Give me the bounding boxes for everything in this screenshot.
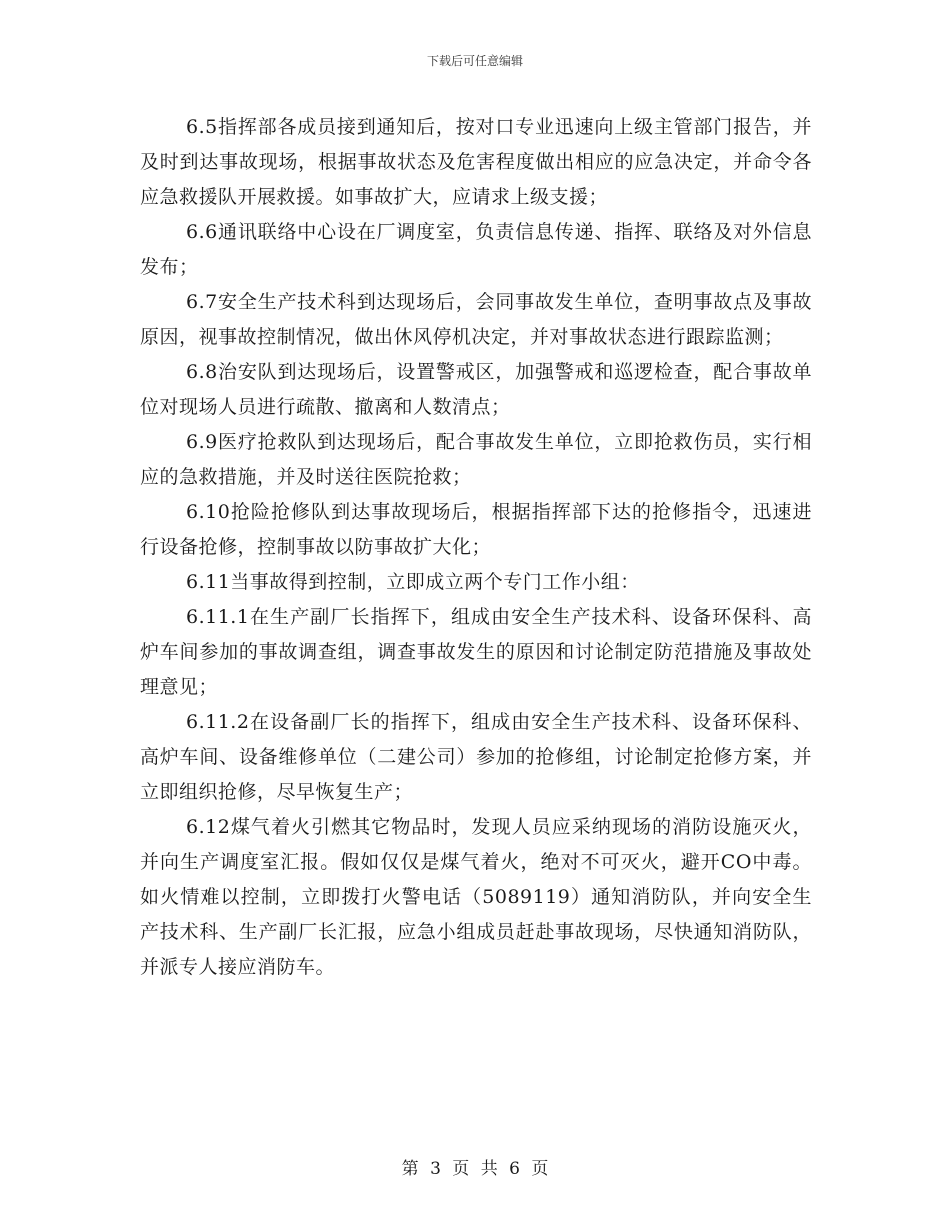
- paragraph-6-9: 6.9医疗抢救队到达现场后，配合事故发生单位，立即抢救伤员，实行相应的急救措施，并及时送往医院抢救；: [140, 431, 812, 488]
- paragraph-6-8: 6.8治安队到达现场后，设置警戒区，加强警戒和巡逻检查，配合事故单位对现场人员进行疏散、撤离和人数清点；: [140, 361, 812, 418]
- paragraph-6-5: 6.5指挥部各成员接到通知后，按对口专业迅速向上级主管部门报告，并及时到达事故现场，根据事故状态及危害程度做出相应的应急决定，并命令各应急救援队开展救援。如事故扩大，应请求上级支援；: [140, 116, 812, 208]
- paragraph-6-7: 6.7安全生产技术科到达现场后，会同事故发生单位，查明事故点及事故原因，视事故控制情况，做出休风停机决定，并对事故状态进行跟踪监测；: [140, 291, 812, 348]
- paragraph-6-12: 6.12煤气着火引燃其它物品时，发现人员应采纳现场的消防设施灭火，并向生产调度室汇报。假如仅仅是煤气着火，绝对不可灭火，避开CO中毒。如火情难以控制，立即拨打火警电话（5089119）通知消防队，并向安全生产技术科、生产副厂长汇报，应急小组成员赶赴事故现场，尽快通知消防队，并派专人接应消防车。: [140, 816, 812, 978]
- paragraph-6-10: 6.10抢险抢修队到达事故现场后，根据指挥部下达的抢修指令，迅速进行设备抢修，控制事故以防事故扩大化；: [140, 501, 812, 558]
- paragraph-6-11: 6.11当事故得到控制，立即成立两个专门工作小组：: [186, 571, 640, 593]
- paragraph-6-6: 6.6通讯联络中心设在厂调度室，负责信息传递、指挥、联络及对外信息发布；: [140, 221, 812, 278]
- page-footer: 第 3 页 共 6 页: [401, 1159, 549, 1179]
- paragraph-6-11-1: 6.11.1在生产副厂长指挥下，组成由安全生产技术科、设备环保科、高炉车间参加的事故调查组，调查事故发生的原因和讨论制定防范措施及事故处理意见；: [140, 606, 812, 698]
- page-header: 下载后可任意编辑: [426, 54, 523, 68]
- document-body: [140, 110, 812, 985]
- paragraph-6-11-2: 6.11.2在设备副厂长的指挥下，组成由安全生产技术科、设备环保科、高炉车间、设备维修单位（二建公司）参加的抢修组，讨论制定抢修方案，并立即组织抢修，尽早恢复生产；: [140, 711, 812, 803]
